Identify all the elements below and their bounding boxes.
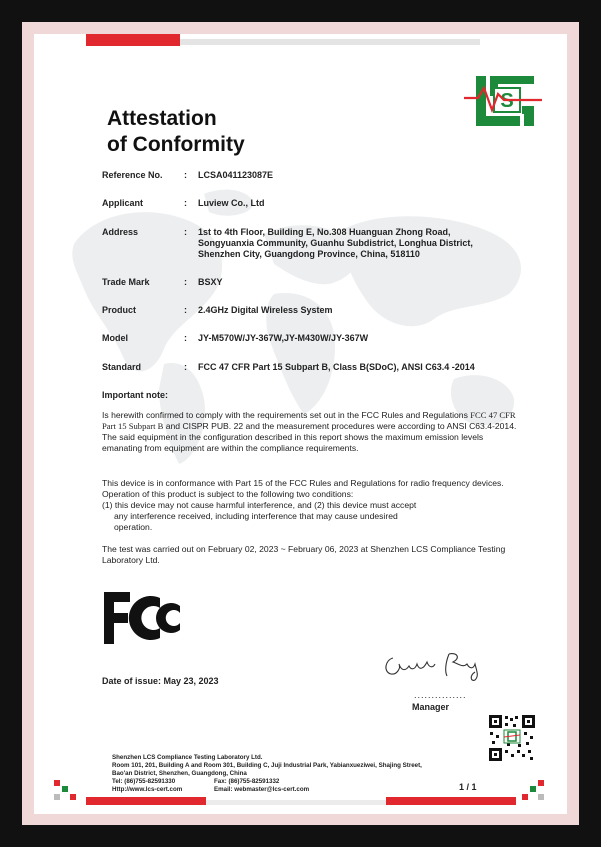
title-line-1: Attestation: [107, 107, 217, 130]
top-gray-bar: [180, 39, 480, 45]
bottom-right-squares: [518, 780, 548, 806]
condition-line-3: operation.: [114, 522, 153, 532]
field-label: Product: [102, 305, 137, 315]
footer-address-1: Room 101, 201, Building A and Room 301, Building C, Juji Industrial Park, Yabianxueziwei, Shajing Street,: [112, 762, 422, 769]
footer-email[interactable]: Email: webmaster@lcs-cert.com: [214, 786, 310, 793]
signer-title: Manager: [412, 702, 450, 712]
field-value: 1st to 4th Floor, Building E, No.308 Huanguan Zhong Road, Songyuanxia Community, Guanhu Subdistrict, Longhua District, Shenzhen City, Guangdong Province, China, 518110: [198, 227, 473, 259]
field-value: Luview Co., Ltd: [198, 198, 265, 208]
field-colon: :: [184, 198, 187, 208]
footer-contact: [112, 754, 482, 794]
field-colon: :: [184, 227, 187, 237]
bottom-left-squares: [52, 780, 82, 806]
field-colon: :: [184, 305, 187, 315]
conformance-paragraph: This device is in conformance with Part 15 of the FCC Rules and Regulations for radio frequency devices. Operation of this product is subject to the following two conditions:: [102, 478, 504, 499]
field-value: 2.4GHz Digital Wireless System: [198, 305, 333, 315]
important-note-heading: Important note:: [102, 390, 168, 400]
lcs-logo-icon: [464, 70, 542, 132]
field-value: BSXY: [198, 277, 223, 287]
para1-part-b: FCC 47 CFR Part 15 Subpart B: [102, 410, 516, 431]
fcc-logo-icon: [104, 590, 184, 646]
field-label: Applicant: [102, 198, 144, 208]
logo-letter: S: [500, 90, 514, 112]
field-value: LCSA041123087E: [198, 170, 274, 180]
field-colon: :: [184, 277, 187, 287]
footer-phone-row: [112, 778, 482, 786]
field-label: Standard: [102, 362, 142, 372]
field-colon: :: [184, 333, 187, 343]
footer-company: Shenzhen LCS Compliance Testing Laboratory Ltd.: [112, 754, 263, 761]
test-dates-paragraph: The test was carried out on February 02, 2023 ~ February 06, 2023 at Shenzhen LCS Compliance Testing Laboratory Ltd.: [102, 544, 506, 565]
field-colon: :: [184, 170, 187, 180]
footer-address-2: Bao'an District, Shenzhen, Guangdong, China: [112, 770, 247, 777]
para1-part-a: Is herewith confirmed to comply with the requirements set out in the FCC Rules and Regulations: [102, 410, 471, 420]
field-value: FCC 47 CFR Part 15 Subpart B, Class B(SDoC), ANSI C63.4 -2014: [198, 362, 475, 372]
signature: [379, 646, 489, 686]
date-of-issue: Date of issue: May 23, 2023: [102, 676, 219, 686]
page-number: 1 / 1: [459, 782, 477, 792]
field-label: Reference No.: [102, 170, 163, 180]
field-label: Trade Mark: [102, 277, 150, 287]
top-red-bar: [86, 34, 180, 46]
bottom-decor-strip: [34, 797, 567, 805]
footer-web-row: [112, 786, 482, 794]
certificate-title: [107, 106, 337, 158]
footer-fax: Fax: (86)755-82591332: [214, 778, 280, 785]
condition-line-1: (1) this device may not cause harmful interference, and (2) this device must accept: [102, 500, 417, 510]
footer-tel: Tel: (86)755-82591330: [112, 778, 176, 785]
condition-line-2: any interference received, including interference that may cause undesired: [114, 511, 398, 521]
field-value: JY-M570W/JY-367W,JY-M430W/JY-367W: [198, 333, 369, 343]
certificate-page: [34, 34, 567, 814]
field-label: Model: [102, 333, 128, 343]
footer-web[interactable]: Http://www.lcs-cert.com: [112, 786, 183, 793]
field-label: Address: [102, 227, 139, 237]
qr-code-icon: [488, 714, 536, 762]
signature-line: ...............: [414, 690, 467, 700]
para1-part-c: and CISPR PUB. 22 and the measurement procedures were according to ANSI C63.4-2014. The said equipment in the configuration described in this report shows the maximum emission levels emanating from equipment are within the compliance requirements.: [102, 421, 517, 453]
field-colon: :: [184, 362, 187, 372]
title-line-2: of Conformity: [107, 133, 245, 156]
compliance-paragraph: [102, 410, 517, 454]
